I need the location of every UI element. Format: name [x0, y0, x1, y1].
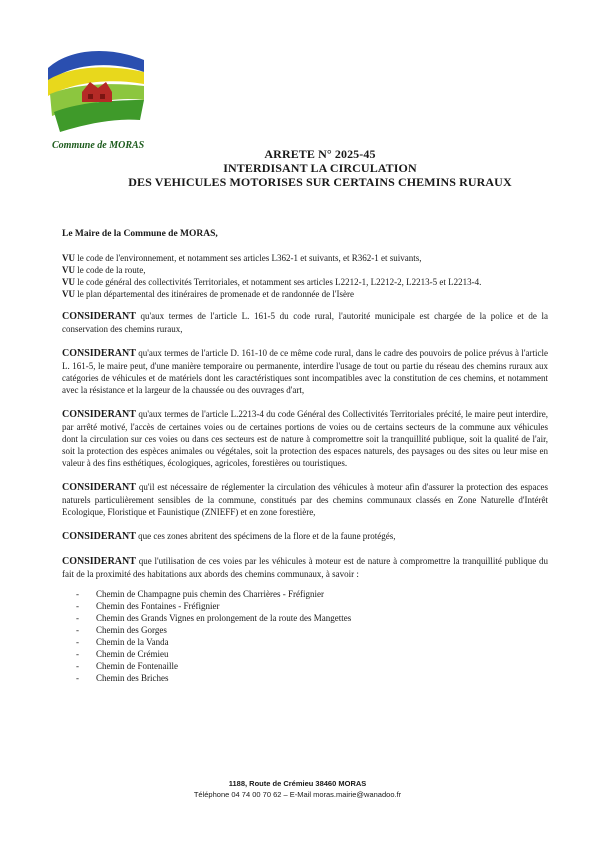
road-item: - Chemin des Gorges — [76, 624, 548, 636]
considerant-lead: CONSIDERANT — [62, 311, 136, 322]
decree-title-line2: INTERDISANT LA CIRCULATION — [223, 161, 417, 175]
vu-lead: VU — [62, 253, 75, 263]
considerant-paragraph — [62, 347, 548, 396]
mayor-heading: Le Maire de la Commune de MORAS, — [62, 229, 218, 239]
vu-item — [62, 276, 548, 288]
road-item: - Chemin de Fontenaille — [76, 660, 548, 672]
road-list — [62, 588, 548, 684]
vu-item — [62, 252, 548, 264]
considerant-lead: CONSIDERANT — [62, 348, 136, 359]
considerant-text: qu'aux termes de l'article L. 161-5 du code rural, l'autorité municipale est chargée de la police et de la conservation des chemins ruraux, — [62, 311, 548, 334]
decree-title-line3: DES VEHICULES MOTORISES SUR CERTAINS CHEMINS RURAUX — [128, 175, 512, 189]
considerant-lead: CONSIDERANT — [62, 482, 136, 493]
vu-text: le plan départemental des itinéraires de promenade et de randonnée de l'Isère — [75, 289, 354, 299]
road-item: - Chemin des Grands Vignes en prolongement de la route des Mangettes — [76, 612, 548, 624]
considerant-text: que l'utilisation de ces voies par les véhicules à moteur est de nature à compromettre la tranquillité publique du fait de la proximité des habitations aux abords des chemins communaux, à savoir : — [62, 556, 548, 579]
considerant-lead: CONSIDERANT — [62, 531, 136, 542]
considerant-lead: CONSIDERANT — [62, 556, 136, 567]
road-item: - Chemin de la Vanda — [76, 636, 548, 648]
considerant-text: qu'il est nécessaire de réglementer la circulation des véhicules à moteur afin d'assurer la protection des espaces naturels particulièrement sensibles de la commune, constitués par des chemins communaux classés en Zone Naturelle d'Intérêt Ecologique, Floristique et Faunistique (ZNIEFF) et en zone forestière, — [62, 482, 548, 517]
road-item: - Chemin de Crémieu — [76, 648, 548, 660]
vu-list — [62, 252, 548, 300]
vu-text: le code de la route, — [75, 265, 146, 275]
vu-item — [62, 288, 548, 300]
road-item: - Chemin des Briches — [76, 672, 548, 684]
considerant-text: qu'aux termes de l'article D. 161-10 de ce même code rural, dans le cadre des pouvoirs de police prévus à l'article L. 161-5, le maire peut, d'une manière temporaire ou permanente, interdire l'usage de tout ou partie du réseau des chemins ruraux aux catégories de véhicules et de matériels dont les caractéristiques sont incompatibles avec la constitution de ces chemins, et notamment avec la résistance et la largeur de la chaussée ou des ouvrages d'art, — [62, 348, 548, 395]
page-footer — [0, 778, 595, 800]
commune-logo — [40, 38, 150, 138]
considerant-text: qu'aux termes de l'article L.2213-4 du code Général des Collectivités Territoriales précité, le maire peut interdire, par arrêté motivé, l'accès de certaines voies ou de certaines portions de voies ou de certains secteurs de la commune aux véhicules dont la circulation sur ces voies ou dans ces secteurs est de nature à compromettre soit la tranquillité publique, soit la qualité de l'air, soit la protection des espèces animales ou végétales, soit la protection des espaces naturels, des paysages ou des sites ou leur mise en valeur à des fins esthétiques, écologiques, agricoles, forestières ou touristiques. — [62, 409, 548, 468]
considerant-lead: CONSIDERANT — [62, 409, 136, 420]
vu-text: le code général des collectivités Territoriales, et notamment ses articles L2212-1, L2212-2, L2213-5 et L2213-4. — [75, 277, 482, 287]
vu-lead: VU — [62, 265, 75, 275]
footer-contact: Téléphone 04 74 00 70 62 – E-Mail moras.mairie@wanadoo.fr — [193, 790, 402, 799]
considerant-paragraph — [62, 481, 548, 518]
vu-text: le code de l'environnement, et notamment ses articles L362-1 et suivants, et R362-1 et suivants, — [75, 253, 422, 263]
vu-item — [62, 264, 548, 276]
considerant-paragraph — [62, 530, 548, 543]
considerant-paragraph — [62, 310, 548, 335]
vu-lead: VU — [62, 277, 75, 287]
considerant-paragraph — [62, 555, 548, 580]
commune-caption: Commune de MORAS — [52, 140, 145, 151]
considerant-text: que ces zones abritent des spécimens de la flore et de la faune protégés, — [135, 531, 396, 541]
decree-number: ARRETE N° 2025-45 — [264, 147, 376, 161]
decree-body — [62, 228, 548, 684]
considerant-paragraph — [62, 408, 548, 469]
footer-address: 1188, Route de Crémieu 38460 MORAS — [228, 779, 367, 788]
commune-logo-graphic — [40, 38, 150, 138]
road-item: - Chemin des Fontaines - Fréfignier — [76, 600, 548, 612]
decree-title — [60, 147, 580, 189]
road-item: - Chemin de Champagne puis chemin des Charrières - Fréfignier — [76, 588, 548, 600]
vu-lead: VU — [62, 289, 75, 299]
